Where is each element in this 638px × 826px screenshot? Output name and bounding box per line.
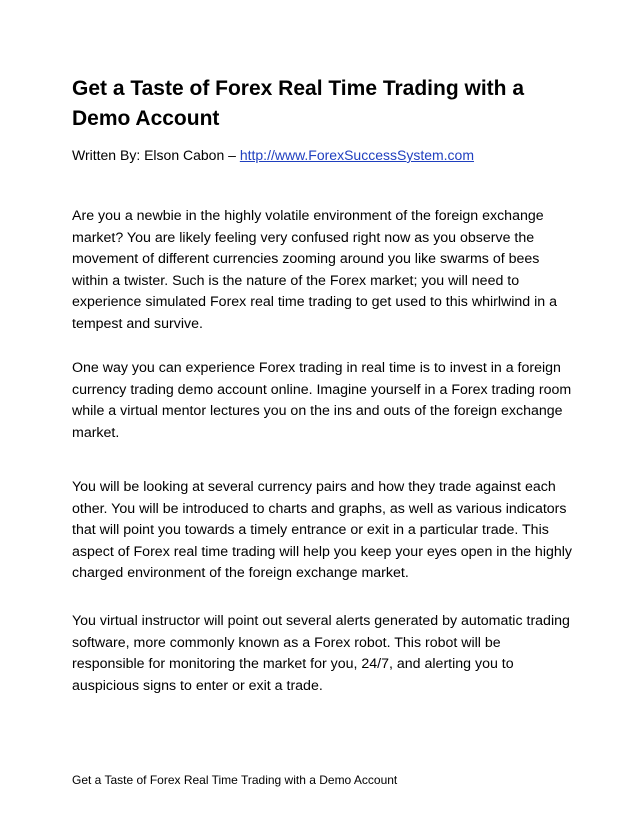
paragraph-intro: Are you a newbie in the highly volatile environment of the foreign exchange market? You are likely feeling very confused right now as you observe the movement of different currencies zooming around you like swarms of bees within a twister. Such is the nature of the Forex market; you will need to experience simulated Forex real time trading to get used to this whirlwind in a tempest and survive. xyxy=(72,208,557,332)
paragraph-currency-pairs: You will be looking at several currency pairs and how they trade against each other. You will be introduced to charts and graphs, as well as various indicators that will point you towards a timely entrance or exit in a particular trade. This aspect of Forex real time trading will help you keep your eyes open in the highly charged environment of the foreign exchange market. xyxy=(72,479,572,582)
page-title: Get a Taste of Forex Real Time Trading with a Demo Account xyxy=(72,77,525,130)
paragraph-forex-robot: You virtual instructor will point out several alerts generated by automatic trading software, more commonly known as a Forex robot. This robot will be responsible for monitoring the market for you, 24/7, and alerting you to auspicious signs to enter or exit a trade. xyxy=(72,613,570,694)
byline xyxy=(72,145,572,165)
paragraph-demo-account: One way you can experience Forex trading in real time is to invest in a foreign currency trading demo account online. Imagine yourself in a Forex trading room while a virtual mentor lectures you on the ins and outs of the foreign exchange market. xyxy=(72,360,572,441)
page-footer: Get a Taste of Forex Real Time Trading with a Demo Account xyxy=(72,773,398,787)
website-link[interactable]: http://www.ForexSuccessSystem.com xyxy=(239,147,475,163)
byline-author: Written By: Elson Cabon – xyxy=(72,147,240,163)
